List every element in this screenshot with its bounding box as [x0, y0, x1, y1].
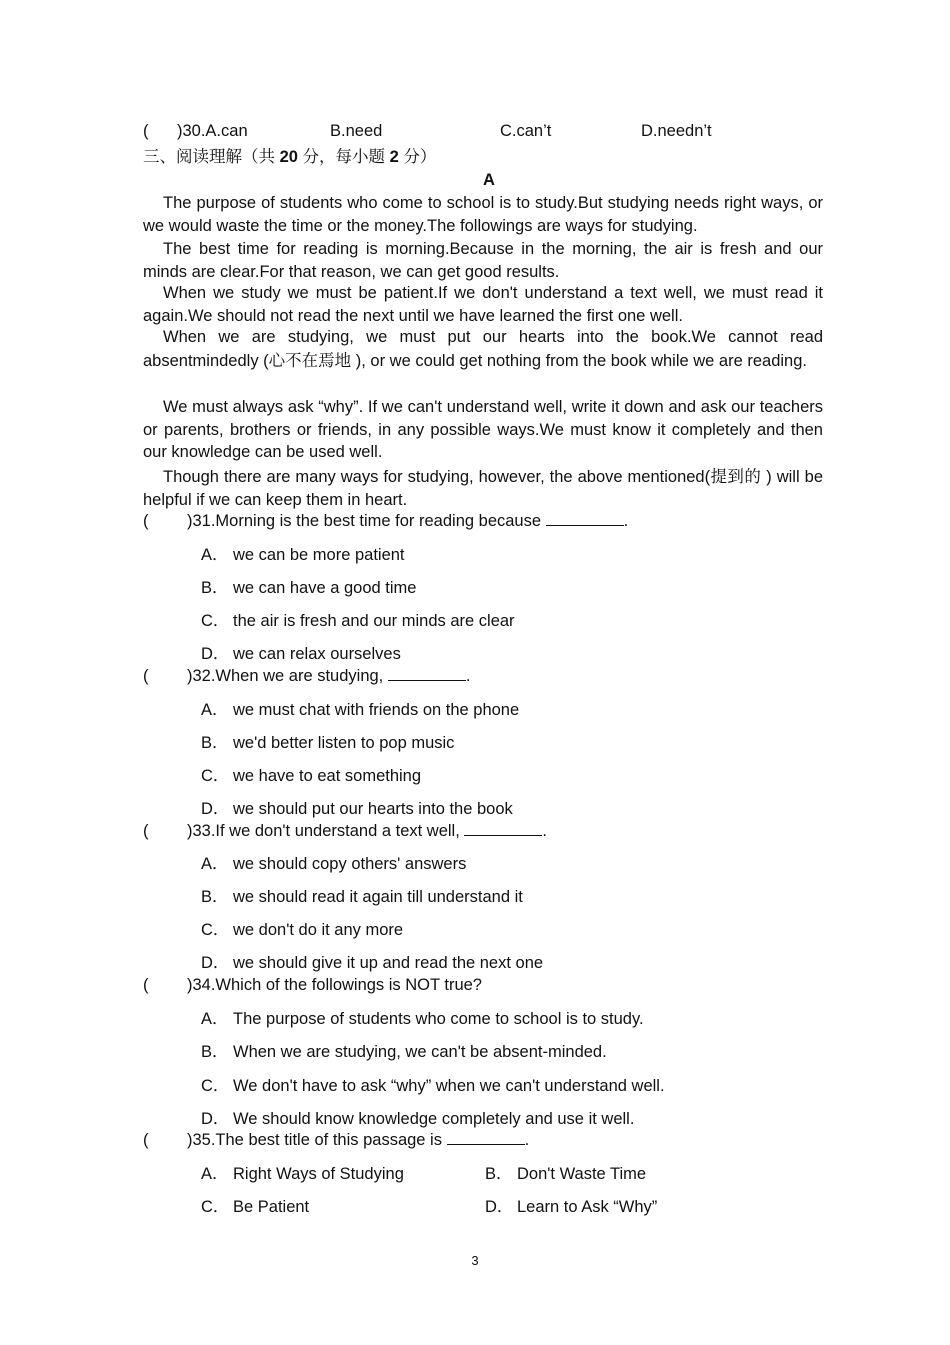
q32-option-a-letter: A．: [201, 701, 229, 719]
passage-paragraph-5: We must always ask “why”. If we can't understand well, write it down and ask our teachers or parents, brothers or friends, in any possible ways.We must know it completely and then our knowledge can be used well.: [143, 398, 823, 461]
q31-option-c: [201, 607, 515, 631]
q35-option-a-text: Right Ways of Studying: [233, 1165, 404, 1183]
q34-option-d-text: We should know knowledge completely and use it well.: [233, 1110, 635, 1128]
question-33: [143, 821, 547, 841]
q35-option-a-letter: A．: [201, 1165, 229, 1183]
passage-paragraph-1: The purpose of students who come to school is to study.But studying needs right ways, or we would waste the time or the money.The followings are ways for studying.: [143, 194, 823, 235]
q34-option-d-letter: D．: [201, 1110, 230, 1128]
q32-stem: )32.When we are studying,: [187, 667, 384, 685]
q35-option-b: [485, 1160, 646, 1184]
q33-option-a-text: we should copy others' answers: [233, 855, 467, 873]
q30-paren: (: [143, 122, 149, 140]
q34-option-a-text: The purpose of students who come to school is to study.: [233, 1010, 644, 1028]
q34-option-c: [201, 1072, 665, 1096]
q33-option-d-text: we should give it up and read the next one: [233, 954, 544, 972]
passage-paragraph-3: When we study we must be patient.If we don't understand a text well, we must read it again.We should not read the next until we have learned the first one well.: [143, 284, 823, 325]
q32-option-d-text: we should put our hearts into the book: [233, 800, 513, 818]
q35-paren: (: [143, 1131, 149, 1149]
q34-option-a: [201, 1005, 644, 1029]
q33-option-c-text: we don't do it any more: [233, 921, 404, 939]
passage-paragraph-4: When we are studying, we must put our hearts into the book.We cannot read absentmindedly (心不在焉地 ), or we could get nothing from the book while we are reading.: [143, 328, 823, 370]
q33-answer-blank: [464, 821, 542, 836]
q32-option-b-text: we'd better listen to pop music: [233, 734, 455, 752]
q31-option-c-letter: C．: [201, 612, 230, 630]
q31-option-c-text: the air is fresh and our minds are clear: [233, 612, 515, 630]
q31-answer-blank: [546, 511, 624, 526]
section-mid: 分，每小题: [302, 148, 386, 166]
q33-option-b-letter: B．: [201, 888, 229, 906]
q31-option-d-letter: D．: [201, 645, 230, 663]
section-points-total: 20: [279, 148, 298, 166]
section-suffix: 分）: [403, 148, 437, 166]
q32-option-a-text: we must chat with friends on the phone: [233, 701, 520, 719]
q31-option-b: [201, 574, 416, 598]
q32-option-a: [201, 696, 519, 720]
q32-answer-blank: [388, 666, 466, 681]
q33-paren: (: [143, 822, 149, 840]
q31-option-a-text: we can be more patient: [233, 546, 405, 564]
q32-option-d-letter: D．: [201, 800, 230, 818]
q34-paren: (: [143, 976, 149, 994]
q31-option-b-text: we can have a good time: [233, 579, 417, 597]
q31-option-a-letter: A．: [201, 546, 229, 564]
question-32: [143, 666, 470, 686]
q32-option-d: [201, 795, 513, 819]
question-31: [143, 511, 628, 531]
q31-option-d: [201, 640, 401, 664]
q31-option-b-letter: B．: [201, 579, 229, 597]
q33-option-c-letter: C．: [201, 921, 230, 939]
q35-end: .: [524, 1131, 530, 1149]
section-prefix: 三、阅读理解（共: [143, 148, 275, 166]
q30-stem-option-a: )30.A.can: [177, 122, 248, 140]
passage-title: A: [483, 171, 495, 189]
q32-paren: (: [143, 667, 149, 685]
q35-option-c-letter: C．: [201, 1198, 230, 1216]
q35-stem: )35.The best title of this passage is: [187, 1131, 442, 1149]
section-points-each: 2: [389, 148, 399, 166]
q34-option-b-text: When we are studying, we can't be absent-minded.: [233, 1043, 607, 1061]
q33-option-b: [201, 883, 523, 907]
q31-paren: (: [143, 512, 149, 530]
page-number: 3: [471, 1253, 479, 1268]
q31-end: .: [623, 512, 629, 530]
q35-option-b-letter: B．: [485, 1165, 513, 1183]
q33-option-a: [201, 850, 466, 874]
q34-option-d: [201, 1105, 634, 1129]
q33-option-a-letter: A．: [201, 855, 229, 873]
q35-option-a: [201, 1160, 404, 1184]
q31-option-a: [201, 541, 405, 565]
question-35: [143, 1130, 529, 1150]
q32-option-b-letter: B．: [201, 734, 229, 752]
q34-option-c-text: We don't have to ask “why” when we can't understand well.: [233, 1077, 665, 1095]
q34-option-b: [201, 1038, 607, 1062]
q34-option-c-letter: C．: [201, 1077, 230, 1095]
q35-option-d: [485, 1193, 657, 1217]
q30-option-d: D.needn’t: [641, 122, 712, 140]
question-34: [143, 976, 482, 995]
q35-option-c-text: Be Patient: [233, 1198, 310, 1216]
q32-end: .: [465, 667, 471, 685]
q32-option-b: [201, 729, 454, 753]
q33-option-d-letter: D．: [201, 954, 230, 972]
q35-answer-blank: [447, 1130, 525, 1145]
q35-option-c: [201, 1193, 309, 1217]
q35-option-d-letter: D．: [485, 1198, 514, 1216]
q30-option-c: C.can’t: [500, 122, 552, 140]
q35-option-b-text: Don't Waste Time: [517, 1165, 647, 1183]
q33-option-c: [201, 916, 403, 940]
q33-end: .: [542, 822, 547, 840]
passage-paragraph-6: Though there are many ways for studying, however, the above mentioned(提到的 ) will be helpful if we can keep them in heart.: [143, 468, 823, 509]
q33-option-d: [201, 949, 543, 973]
q31-option-d-text: we can relax ourselves: [233, 645, 401, 663]
q33-stem: )33.If we don't understand a text well,: [187, 822, 460, 840]
q33-option-b-text: we should read it again till understand it: [233, 888, 523, 906]
q31-stem: )31.Morning is the best time for reading because: [187, 512, 542, 530]
q32-option-c-letter: C．: [201, 767, 230, 785]
section-heading: [143, 143, 436, 167]
q34-option-a-letter: A．: [201, 1010, 229, 1028]
q34-stem: )34.Which of the followings is NOT true?: [187, 976, 482, 994]
q30-option-b: B.need: [330, 122, 383, 140]
q35-option-d-text: Learn to Ask “Why”: [517, 1198, 658, 1216]
q32-option-c-text: we have to eat something: [233, 767, 422, 785]
q32-option-c: [201, 762, 421, 786]
q34-option-b-letter: B．: [201, 1043, 229, 1061]
passage-paragraph-2: The best time for reading is morning.Because in the morning, the air is fresh and our minds are clear.For that reason, we can get good results.: [143, 240, 823, 281]
